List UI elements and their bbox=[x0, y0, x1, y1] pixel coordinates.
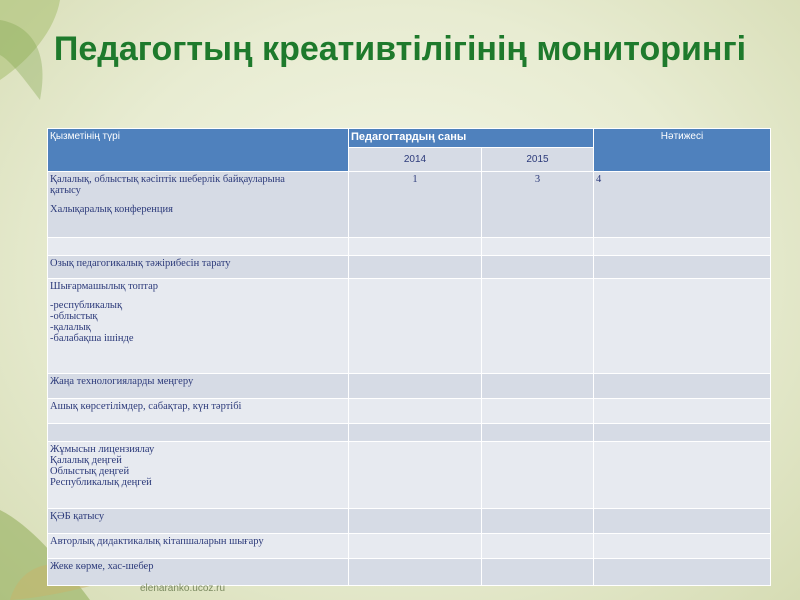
table-row bbox=[48, 238, 771, 256]
activity-line: Авторлық дидактикалық кітапшаларын шығару bbox=[50, 536, 264, 547]
count-2015-cell bbox=[482, 424, 594, 442]
table-row bbox=[48, 399, 771, 424]
count-2014-cell bbox=[349, 238, 482, 256]
activity-line: -қалалық bbox=[50, 322, 91, 333]
activity-cell bbox=[48, 559, 349, 586]
count-2014-cell bbox=[349, 559, 482, 586]
count-2015-cell bbox=[482, 279, 594, 374]
table-row bbox=[48, 559, 771, 586]
activity-line: Ашық көрсетілімдер, сабақтар, күн тәртібі bbox=[50, 401, 242, 412]
activity-line: Озық педагогикалық тәжірибесін тарату bbox=[50, 258, 231, 269]
activity-cell bbox=[48, 238, 349, 256]
header-activity-type: Қызметінің түрі bbox=[48, 129, 349, 172]
header-result: Нәтижесі bbox=[594, 129, 771, 172]
activity-line: Жаңа технологияларды меңгеру bbox=[50, 376, 194, 387]
count-2015-cell bbox=[482, 442, 594, 509]
count-2015-cell bbox=[482, 399, 594, 424]
result-cell bbox=[594, 399, 771, 424]
count-2014-cell bbox=[349, 442, 482, 509]
activity-line: Республикалық деңгей bbox=[50, 477, 152, 488]
result-cell bbox=[594, 374, 771, 399]
count-2015-cell bbox=[482, 238, 594, 256]
monitoring-table bbox=[47, 128, 771, 586]
count-2015-cell bbox=[482, 256, 594, 279]
activity-line: Халықаралық конференция bbox=[50, 204, 173, 215]
table-row bbox=[48, 172, 771, 238]
count-2014-cell bbox=[349, 374, 482, 399]
activity-cell bbox=[48, 374, 349, 399]
activity-cell bbox=[48, 424, 349, 442]
activity-cell bbox=[48, 172, 349, 238]
table-row bbox=[48, 256, 771, 279]
activity-line: -балабақша ішінде bbox=[50, 333, 134, 344]
activity-line: Қалалық, облыстық кәсіптік шеберлік байқауларына bbox=[50, 174, 285, 185]
result-cell bbox=[594, 279, 771, 374]
count-2015-cell bbox=[482, 374, 594, 399]
result-cell bbox=[594, 509, 771, 534]
result-cell bbox=[594, 424, 771, 442]
table-row bbox=[48, 509, 771, 534]
count-2014-cell bbox=[349, 399, 482, 424]
activity-line: -облыстық bbox=[50, 311, 98, 322]
result-cell bbox=[594, 256, 771, 279]
activity-line: Облыстық деңгей bbox=[50, 466, 130, 477]
count-2014-cell bbox=[349, 424, 482, 442]
slide-title: Педагогтың креативтілігінің мониторингі bbox=[53, 30, 747, 68]
result-cell: 4 bbox=[594, 172, 771, 238]
count-2015-cell bbox=[482, 509, 594, 534]
header-year-2015: 2015 bbox=[482, 148, 594, 172]
count-2015-cell bbox=[482, 559, 594, 586]
activity-line bbox=[50, 426, 346, 434]
activity-cell bbox=[48, 399, 349, 424]
activity-cell bbox=[48, 442, 349, 509]
result-cell bbox=[594, 534, 771, 559]
activity-cell bbox=[48, 279, 349, 374]
table-row bbox=[48, 279, 771, 374]
table-row bbox=[48, 424, 771, 442]
header-teachers-count: Педагогтардың саны bbox=[349, 129, 594, 148]
table-row bbox=[48, 374, 771, 399]
activity-line bbox=[50, 240, 346, 248]
activity-cell bbox=[48, 509, 349, 534]
count-2014-cell: 1 bbox=[349, 172, 482, 238]
result-cell bbox=[594, 442, 771, 509]
count-2014-cell bbox=[349, 256, 482, 279]
count-2015-cell: 3 bbox=[482, 172, 594, 238]
count-2014-cell bbox=[349, 509, 482, 534]
activity-line: ҚӘБ қатысу bbox=[50, 511, 105, 522]
activity-line bbox=[50, 196, 346, 204]
activity-line: Жұмысын лицензиялау bbox=[50, 444, 155, 455]
activity-cell bbox=[48, 534, 349, 559]
source-watermark: elenaranko.ucoz.ru bbox=[140, 583, 226, 594]
header-year-2014: 2014 bbox=[349, 148, 482, 172]
activity-line: Қалалық деңгей bbox=[50, 455, 122, 466]
result-cell bbox=[594, 238, 771, 256]
count-2014-cell bbox=[349, 534, 482, 559]
activity-cell bbox=[48, 256, 349, 279]
activity-line: Жеке көрме, хас-шебер bbox=[50, 561, 154, 572]
count-2014-cell bbox=[349, 279, 482, 374]
table-row bbox=[48, 442, 771, 509]
activity-line bbox=[50, 292, 346, 300]
activity-line: қатысу bbox=[50, 185, 81, 196]
activity-line: -республикалық bbox=[50, 300, 123, 311]
result-cell bbox=[594, 559, 771, 586]
count-2015-cell bbox=[482, 534, 594, 559]
activity-line: Шығармашылық топтар bbox=[50, 281, 159, 292]
table-row bbox=[48, 534, 771, 559]
